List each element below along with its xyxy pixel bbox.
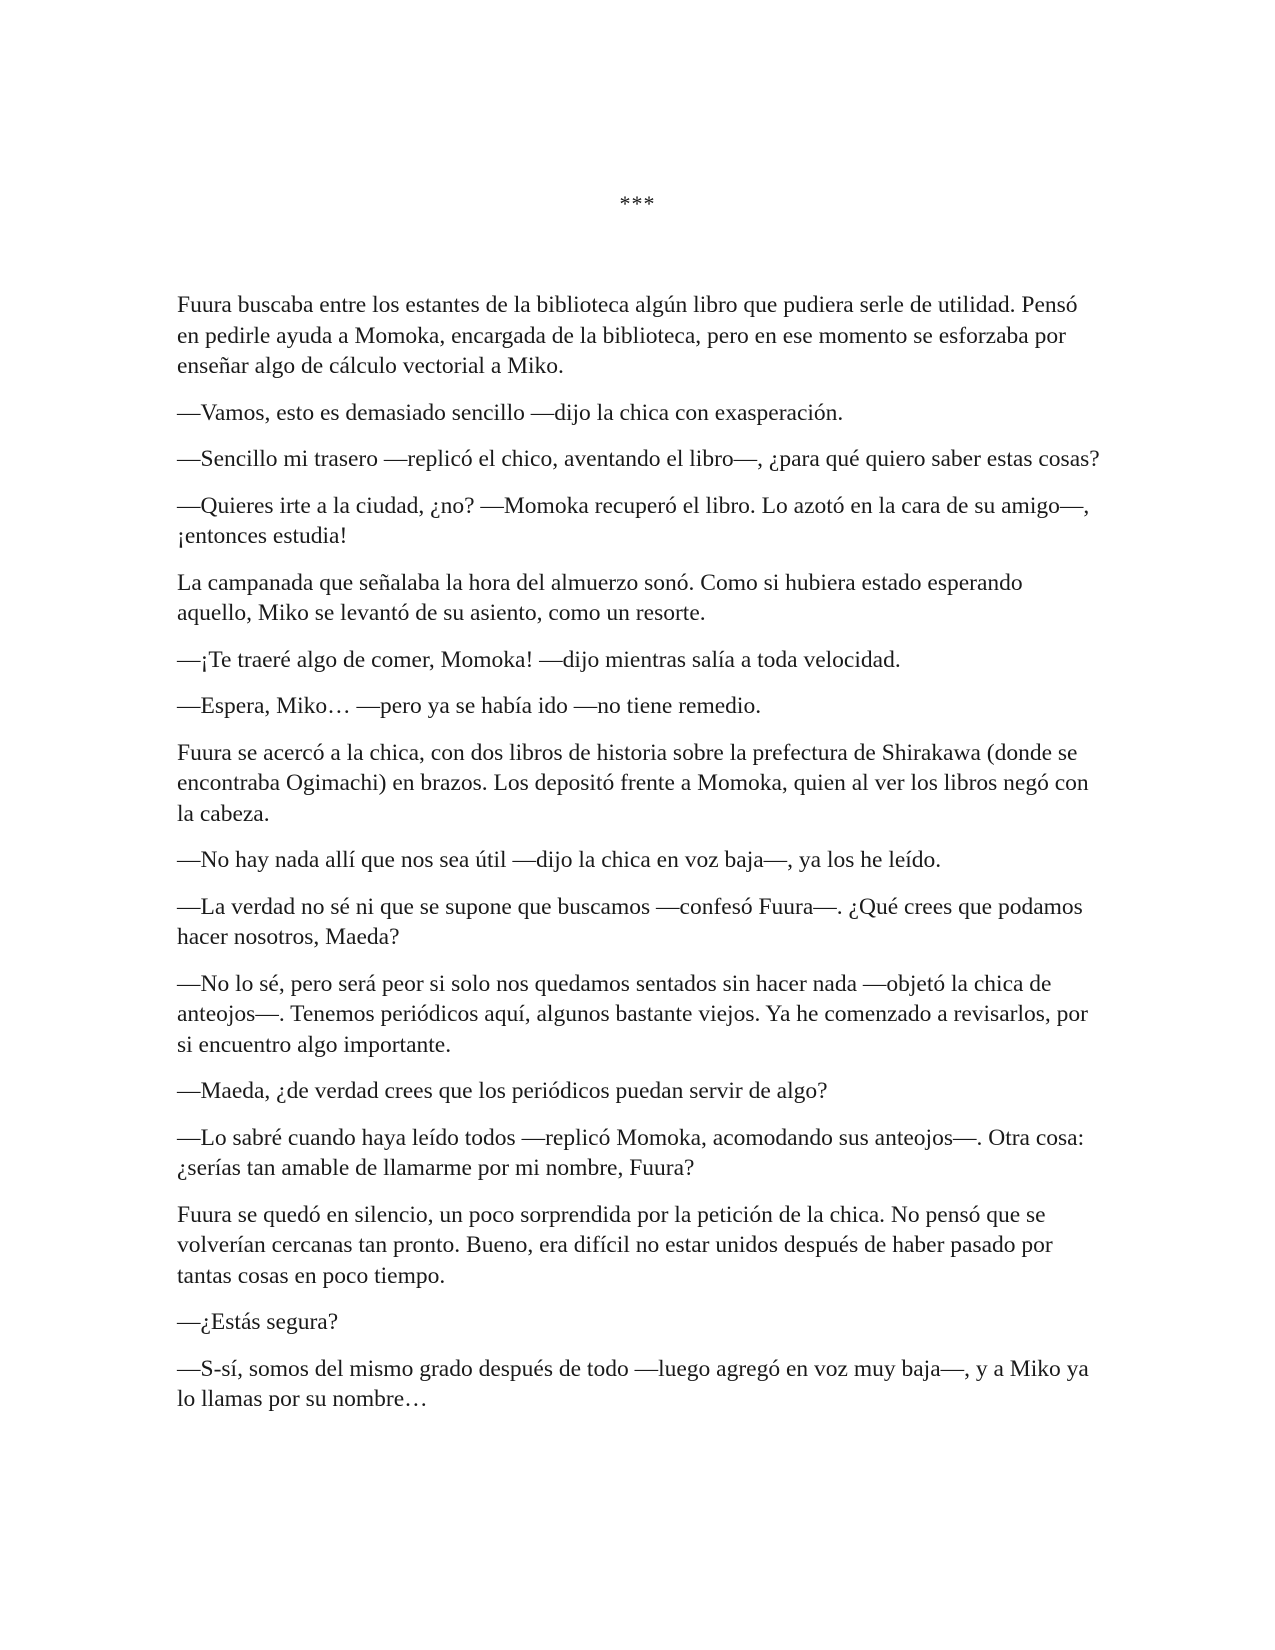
paragraph: —¡Te traeré algo de comer, Momoka! —dijo mientras salía a toda velocidad. (177, 646, 901, 673)
paragraph: —Sencillo mi trasero —replicó el chico, aventando el libro—, ¿para qué quiero saber estas cosas? (177, 446, 1100, 472)
paragraph: —No hay nada allí que nos sea útil —dijo la chica en voz baja—, ya los he leído. (177, 847, 942, 873)
paragraph: Fuura se quedó en silencio, un poco sorprendida por la petición de la chica. No pensó que se volverían cercanas tan pronto. Bueno, era difícil no estar unidos después de haber pasado por tantas cosas en poco tiempo. (177, 1201, 1053, 1289)
paragraph: —S-sí, somos del mismo grado después de todo —luego agregó en voz muy baja—, y a Miko ya lo llamas por su nombre… (177, 1355, 1089, 1412)
paragraph: Fuura se acercó a la chica, con dos libros de historia sobre la prefectura de Shirakawa (donde se encontraba Ogimachi) en brazos. Los depositó frente a Momoka, quien al ver los libros negó con la cabeza. (177, 739, 1089, 827)
paragraph: —Maeda, ¿de verdad crees que los periódicos puedan servir de algo? (177, 1078, 828, 1104)
paragraph: —No lo sé, pero será peor si solo nos quedamos sentados sin hacer nada —objetó la chica de anteojos—. Tenemos periódicos aquí, algunos bastante viejos. Ya he comenzado a revisarlos, por si encuentro algo importante. (177, 970, 1088, 1058)
scene-separator: *** (619, 191, 656, 216)
paragraph: —Quieres irte a la ciudad, ¿no? —Momoka recuperó el libro. Lo azotó en la cara de su amigo—, ¡entonces estudia! (177, 492, 1090, 549)
paragraph: —Espera, Miko… —pero ya se había ido —no tiene remedio. (177, 693, 762, 719)
paragraph: —La verdad no sé ni que se supone que buscamos —confesó Fuura—. ¿Qué crees que podamos hacer nosotros, Maeda? (177, 893, 1083, 950)
paragraph: —Vamos, esto es demasiado sencillo —dijo la chica con exasperación. (177, 399, 844, 426)
body-text (177, 290, 1102, 1431)
paragraph: La campanada que señalaba la hora del almuerzo sonó. Como si hubiera estado esperando aquello, Miko se levantó de su asiento, como un resorte. (177, 569, 1023, 626)
paragraph: —Lo sabré cuando haya leído todos —replicó Momoka, acomodando sus anteojos—. Otra cosa: ¿serías tan amable de llamarme por mi nombre, Fuura? (177, 1124, 1085, 1181)
paragraph: —¿Estás segura? (177, 1309, 339, 1335)
paragraph: Fuura buscaba entre los estantes de la biblioteca algún libro que pudiera serle de utilidad. Pensó en pedirle ayuda a Momoka, encargada de la biblioteca, pero en ese momento se esforzaba por enseñar algo de cálculo vectorial a Miko. (177, 292, 1078, 379)
